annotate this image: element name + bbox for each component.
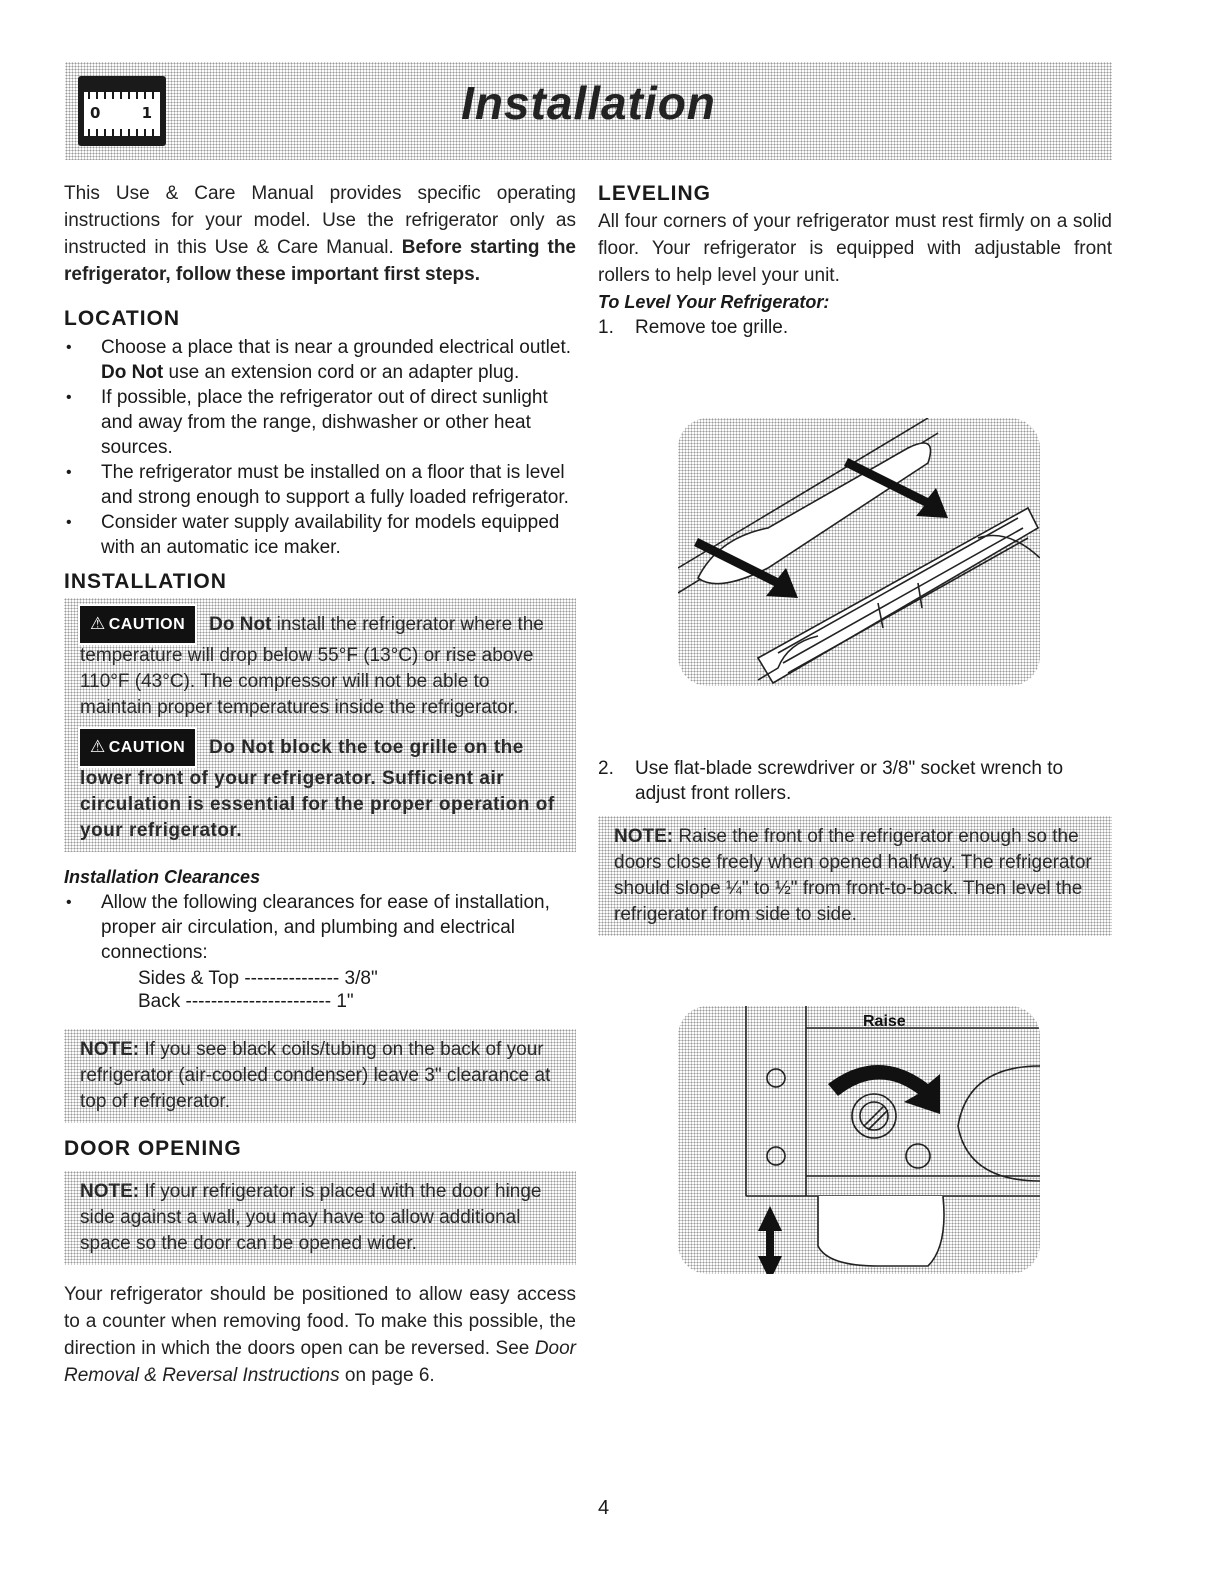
caution-box — [64, 598, 576, 852]
intro-bold: Before starting the refrigerator, follow these important first steps. — [64, 237, 576, 285]
note-box-clearance: NOTE: If you see black coils/tubing on the back of your refrigerator (air-cooled condenser) leave 3" clearance at top of refrigerator. — [64, 1029, 576, 1123]
list-item: • The refrigerator must be installed on a floor that is level and strong enough to support a fully loaded refrigerator. — [64, 460, 576, 510]
leveling-heading: LEVELING — [598, 182, 712, 205]
list-item: • Choose a place that is near a grounded electrical outlet. Do Not use an extension cord or an adapter plug. — [64, 335, 576, 385]
location-list — [64, 335, 576, 560]
roller-adjust-illustration — [678, 1006, 1040, 1274]
list-item: • Allow the following clearances for ease of installation, proper air circulation, and plumbing and electrical connections: — [64, 890, 576, 965]
door-opening-heading: DOOR OPENING — [64, 1137, 242, 1160]
intro-text: This Use & Care Manual provides specific operating instructions for your model. Use the refrigerator only as instructed in this Use & Care Manual. — [64, 183, 576, 258]
list-item: • Consider water supply availability for models equipped with an automatic ice maker. — [64, 510, 576, 560]
clearance-row-sides: Sides & Top --------------- 3/8" — [138, 968, 378, 989]
list-item: 2. Use flat-blade screwdriver or 3/8" socket wrench to adjust front rollers. — [598, 758, 1064, 804]
door-opening-paragraph: Your refrigerator should be positioned to allow easy access to a counter when removing food. To make this possible, the direction in which the doors open can be reversed. See Door Removal & Reversal Instructions on page 6. — [64, 1284, 576, 1386]
roller-drawing — [678, 1006, 1040, 1274]
clearances-list — [64, 890, 576, 965]
raise-label: Raise — [863, 1013, 906, 1030]
note-box-leveling: NOTE: Raise the front of the refrigerator enough so the doors close freely when opened halfway. The refrigerator should slope ¼" to ½" from front-to-back. Then level the refrigerator from side to side. — [598, 816, 1112, 936]
level-right-number: 1 — [141, 104, 152, 122]
page-number: 4 — [597, 1497, 610, 1519]
clearances-heading: Installation Clearances — [64, 867, 261, 887]
warning-triangle-icon: ⚠ — [90, 737, 106, 756]
warning-triangle-icon: ⚠ — [90, 614, 106, 633]
door-removal-reference: Door Removal & Reversal Instructions — [64, 1338, 576, 1386]
intro-paragraph — [64, 180, 576, 288]
leveling-paragraph: All four corners of your refrigerator must rest firmly on a solid floor. Your refrigerator is equipped with adjustable front rollers to help level your unit. — [598, 211, 1112, 286]
header-banner — [65, 62, 1112, 160]
leveling-step-2 — [598, 756, 1112, 806]
leveling-subheading: To Level Your Refrigerator: — [598, 292, 830, 312]
location-heading: LOCATION — [64, 307, 181, 330]
page-title: Installation — [461, 77, 716, 129]
leveling-step-1 — [598, 315, 1112, 340]
note-box-door: NOTE: If your refrigerator is placed with the door hinge side against a wall, you may have to allow additional space so the door can be opened wider. — [64, 1171, 576, 1265]
toe-grille-illustration — [678, 418, 1040, 686]
caution-text-1: ⚠ CAUTION Do Not install the refrigerator where the temperature will drop below 55°F (13°C) or rise above 110°F (43°C). The compressor will not be able to maintain proper temperatures inside the refrigerator. — [80, 606, 560, 721]
list-item: • If possible, place the refrigerator out of direct sunlight and away from the range, dishwasher or other heat sources. — [64, 385, 576, 460]
clearance-row-back: Back ----------------------- 1" — [138, 991, 354, 1012]
toe-grille-drawing — [678, 418, 1040, 686]
caution-badge: ⚠ CAUTION — [80, 729, 195, 766]
caution-badge: ⚠ CAUTION — [80, 606, 195, 643]
right-column — [598, 180, 1112, 1274]
installation-heading: INSTALLATION — [64, 570, 227, 593]
caution-text-2: ⚠ CAUTION Do Not block the toe grille on the lower front of your refrigerator. Sufficient air circulation is essential for the proper operation of your refrigerator. — [80, 729, 560, 844]
list-item: 1. Remove toe grille. — [598, 317, 789, 338]
left-column — [64, 180, 576, 1389]
level-left-number: 0 — [90, 104, 101, 122]
